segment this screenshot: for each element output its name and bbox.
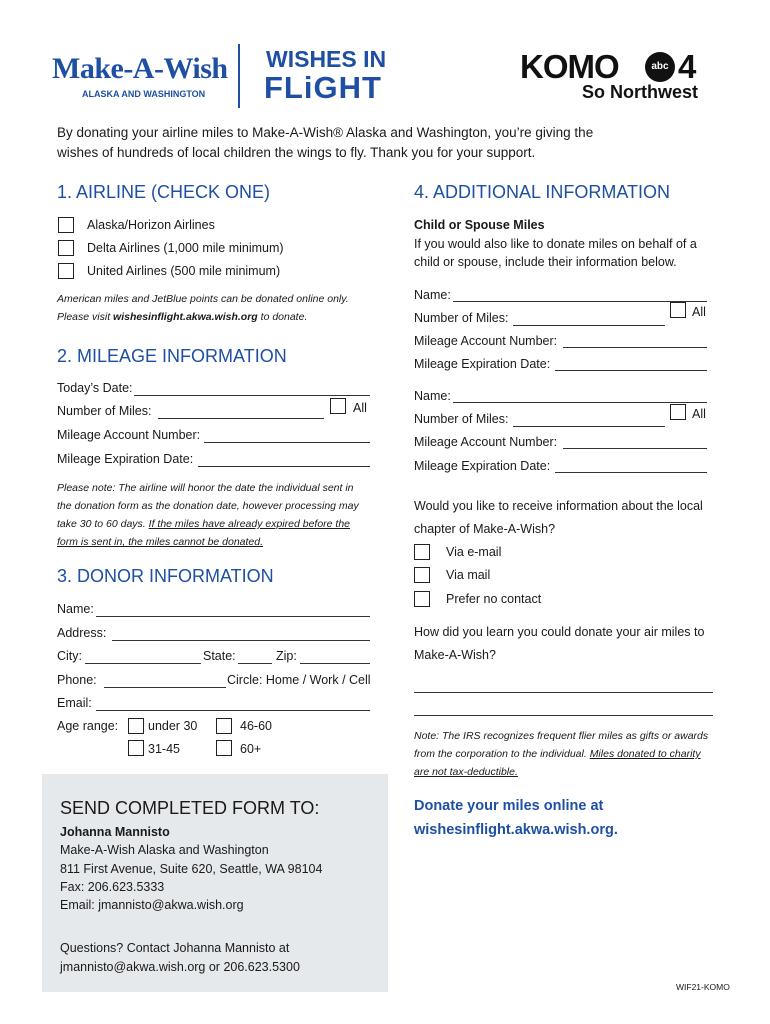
age-range-label: Age range: bbox=[57, 719, 119, 733]
child-spouse-2-expiration-field[interactable] bbox=[555, 472, 707, 473]
intro-line-2: wishes of hundreds of local children the wings to fly. Thank you for your support. bbox=[57, 145, 536, 160]
donor-address-field[interactable] bbox=[112, 640, 370, 641]
logo-divider bbox=[238, 44, 240, 108]
child-spouse-1-account-label: Mileage Account Number: bbox=[414, 334, 558, 348]
additional-section-title: 4. ADDITIONAL INFORMATION bbox=[414, 182, 671, 202]
age-46-60-label: 46-60 bbox=[240, 719, 272, 733]
questions-line-2: jmannisto@akwa.wish.org or 206.623.5300 bbox=[60, 960, 300, 974]
komo-4-logo-digit: 4 bbox=[678, 48, 697, 85]
donor-email-field[interactable] bbox=[96, 710, 370, 711]
questions-line-1: Questions? Contact Johanna Mannisto at bbox=[60, 941, 290, 955]
mileage-note-line-2: the donation form as the donation date, however processing may bbox=[57, 500, 359, 512]
contact-via-email-checkbox[interactable] bbox=[414, 544, 430, 560]
airline-checkbox-united[interactable] bbox=[58, 263, 74, 279]
child-spouse-1-miles-field[interactable] bbox=[513, 325, 665, 326]
child-spouse-2-all-label: All bbox=[692, 407, 706, 421]
send-fax: Fax: 206.623.5333 bbox=[60, 880, 165, 894]
child-spouse-desc-line-1: If you would also like to donate miles on behalf of a bbox=[414, 237, 697, 251]
airline-online-note bbox=[57, 290, 349, 326]
komo-logo-text: KOMO bbox=[520, 48, 619, 85]
contact-via-mail-checkbox[interactable] bbox=[414, 567, 430, 583]
child-spouse-2-all-checkbox[interactable] bbox=[670, 404, 686, 420]
number-of-miles-label: Number of Miles: bbox=[57, 404, 152, 418]
mileage-note-line-3-underlined: If the miles have already expired before the bbox=[148, 518, 351, 530]
donor-state-label: State: bbox=[203, 649, 236, 663]
wishes-in-flight-line1: WISHES IN bbox=[266, 46, 387, 72]
send-form-panel bbox=[42, 774, 388, 992]
todays-date-label: Today’s Date: bbox=[57, 381, 133, 395]
abc-circle-icon bbox=[645, 52, 675, 82]
donor-phone-field[interactable] bbox=[104, 687, 226, 688]
mileage-note-line-4: form is sent in, the miles cannot be donated. bbox=[57, 536, 264, 548]
mileage-section-title: 2. MILEAGE INFORMATION bbox=[57, 346, 287, 366]
airline-note-line-2 bbox=[57, 308, 349, 326]
mileage-expiration-date-label: Mileage Expiration Date: bbox=[57, 452, 194, 466]
donor-email-label: Email: bbox=[57, 696, 92, 710]
make-a-wish-logo-text: Make-A-Wish bbox=[52, 52, 228, 85]
intro-text bbox=[57, 123, 593, 163]
airline-option-alaska: Alaska/Horizon Airlines bbox=[87, 218, 215, 232]
contact-question-line-1: Would you like to receive information about the local bbox=[414, 499, 703, 513]
wishes-in-flight-line2: FLiGHT bbox=[264, 70, 382, 105]
learn-answer-field-2[interactable] bbox=[414, 715, 713, 716]
send-address: 811 First Avenue, Suite 620, Seattle, WA 98104 bbox=[60, 862, 323, 876]
donor-address-label: Address: bbox=[57, 626, 107, 640]
irs-note-line-3: are not tax-deductible. bbox=[414, 766, 518, 778]
child-spouse-2-name-field[interactable] bbox=[453, 402, 707, 403]
all-miles-label: All bbox=[353, 401, 367, 415]
abc-logo-text: abc bbox=[651, 61, 669, 72]
contact-none-label: Prefer no contact bbox=[446, 592, 542, 606]
send-form-title: SEND COMPLETED FORM TO: bbox=[60, 798, 320, 818]
make-a-wish-logo-subtext: ALASKA AND WASHINGTON bbox=[82, 89, 206, 99]
learn-answer-field-1[interactable] bbox=[414, 692, 713, 693]
donate-online-line-1: Donate your miles online at bbox=[414, 798, 604, 814]
donate-online-link[interactable]: wishesinflight.akwa.wish.org. bbox=[414, 822, 618, 838]
irs-note-line-1: Note: The IRS recognizes frequent flier miles as gifts or awards bbox=[414, 730, 709, 742]
child-spouse-2-miles-label: Number of Miles: bbox=[414, 412, 509, 426]
donor-section-title: 3. DONOR INFORMATION bbox=[57, 566, 274, 586]
airline-note-suffix: to donate. bbox=[257, 311, 308, 323]
mileage-note bbox=[57, 479, 359, 551]
todays-date-field[interactable] bbox=[134, 395, 370, 396]
child-spouse-1-name-field[interactable] bbox=[453, 301, 707, 302]
donor-name-label: Name: bbox=[57, 602, 94, 616]
age-31-45-label: 31-45 bbox=[148, 742, 180, 756]
child-spouse-2-account-field[interactable] bbox=[563, 448, 707, 449]
intro-line-1: By donating your airline miles to Make-A-Wish® Alaska and Washington, you’re giving the bbox=[57, 125, 594, 140]
donor-zip-label: Zip: bbox=[276, 649, 297, 663]
form-code: WIF21-KOMO bbox=[676, 982, 730, 992]
child-spouse-1-account-field[interactable] bbox=[563, 347, 707, 348]
child-spouse-1-name-label: Name: bbox=[414, 288, 451, 302]
donor-zip-field[interactable] bbox=[300, 663, 370, 664]
age-under-30-label: under 30 bbox=[148, 719, 198, 733]
airline-option-delta: Delta Airlines (1,000 mile minimum) bbox=[87, 241, 284, 255]
mileage-account-number-field[interactable] bbox=[204, 442, 370, 443]
child-spouse-2-miles-field[interactable] bbox=[513, 426, 665, 427]
airline-option-united: United Airlines (500 mile minimum) bbox=[87, 264, 281, 278]
mileage-note-line-1: Please note: The airline will honor the date the individual sent in bbox=[57, 482, 354, 494]
donor-state-field[interactable] bbox=[238, 663, 272, 664]
send-email: Email: jmannisto@akwa.wish.org bbox=[60, 898, 244, 912]
airline-section-title: 1. AIRLINE (CHECK ONE) bbox=[57, 182, 271, 202]
mileage-account-number-label: Mileage Account Number: bbox=[57, 428, 201, 442]
child-spouse-desc-line-2: child or spouse, include their information below. bbox=[414, 255, 677, 269]
child-spouse-2-name-label: Name: bbox=[414, 389, 451, 403]
age-46-60-checkbox[interactable] bbox=[216, 718, 232, 734]
child-spouse-2-account-label: Mileage Account Number: bbox=[414, 435, 558, 449]
contact-none-checkbox[interactable] bbox=[414, 591, 430, 607]
mileage-note-line-3 bbox=[57, 515, 359, 533]
donor-city-label: City: bbox=[57, 649, 82, 663]
number-of-miles-field[interactable] bbox=[158, 418, 324, 419]
online-donation-link[interactable]: wishesinflight.akwa.wish.org bbox=[113, 311, 258, 323]
mileage-expiration-date-field[interactable] bbox=[198, 466, 370, 467]
airline-note-line-1: American miles and JetBlue points can be donated online only. bbox=[57, 293, 349, 305]
learn-question-line-1: How did you learn you could donate your air miles to bbox=[414, 625, 705, 639]
make-a-wish-logo bbox=[52, 50, 228, 102]
irs-note-line-2 bbox=[414, 745, 708, 763]
airline-checkbox-delta[interactable] bbox=[58, 240, 74, 256]
komo-4-logo bbox=[520, 48, 720, 106]
child-spouse-1-miles-label: Number of Miles: bbox=[414, 311, 509, 325]
wishes-in-flight-logo bbox=[264, 46, 394, 106]
irs-note bbox=[414, 727, 708, 781]
donor-name-field[interactable] bbox=[96, 616, 370, 617]
so-northwest-logo-text: So Northwest bbox=[582, 82, 699, 102]
age-under-30-checkbox[interactable] bbox=[128, 718, 144, 734]
age-60-plus-checkbox[interactable] bbox=[216, 740, 232, 756]
airline-note-prefix: Please visit bbox=[57, 311, 114, 323]
send-org: Make-A-Wish Alaska and Washington bbox=[60, 843, 269, 857]
donor-city-field[interactable] bbox=[85, 663, 201, 664]
donor-phone-type-circle[interactable]: Circle: Home / Work / Cell bbox=[227, 673, 371, 687]
child-spouse-1-all-checkbox[interactable] bbox=[670, 302, 686, 318]
send-contact-name: Johanna Mannisto bbox=[60, 825, 170, 839]
all-miles-checkbox[interactable] bbox=[330, 398, 346, 414]
contact-question-line-2: chapter of Make-A-Wish? bbox=[414, 522, 556, 536]
airline-checkbox-alaska[interactable] bbox=[58, 217, 74, 233]
age-60-plus-label: 60+ bbox=[240, 742, 262, 756]
irs-note-line-2-plain: from the corporation to the individual. bbox=[414, 748, 590, 760]
age-31-45-checkbox[interactable] bbox=[128, 740, 144, 756]
learn-question-line-2: Make-A-Wish? bbox=[414, 648, 496, 662]
child-spouse-subtitle: Child or Spouse Miles bbox=[414, 218, 545, 232]
irs-note-line-2-underlined: Miles donated to charity bbox=[589, 748, 701, 760]
mileage-note-line-3-plain: take 30 to 60 days. bbox=[57, 518, 149, 530]
contact-via-mail-label: Via mail bbox=[446, 568, 491, 582]
child-spouse-2-expiration-label: Mileage Expiration Date: bbox=[414, 459, 551, 473]
child-spouse-1-expiration-field[interactable] bbox=[555, 370, 707, 371]
child-spouse-1-expiration-label: Mileage Expiration Date: bbox=[414, 357, 551, 371]
donor-phone-label: Phone: bbox=[57, 673, 97, 687]
contact-via-email-label: Via e-mail bbox=[446, 545, 502, 559]
child-spouse-1-all-label: All bbox=[692, 305, 706, 319]
